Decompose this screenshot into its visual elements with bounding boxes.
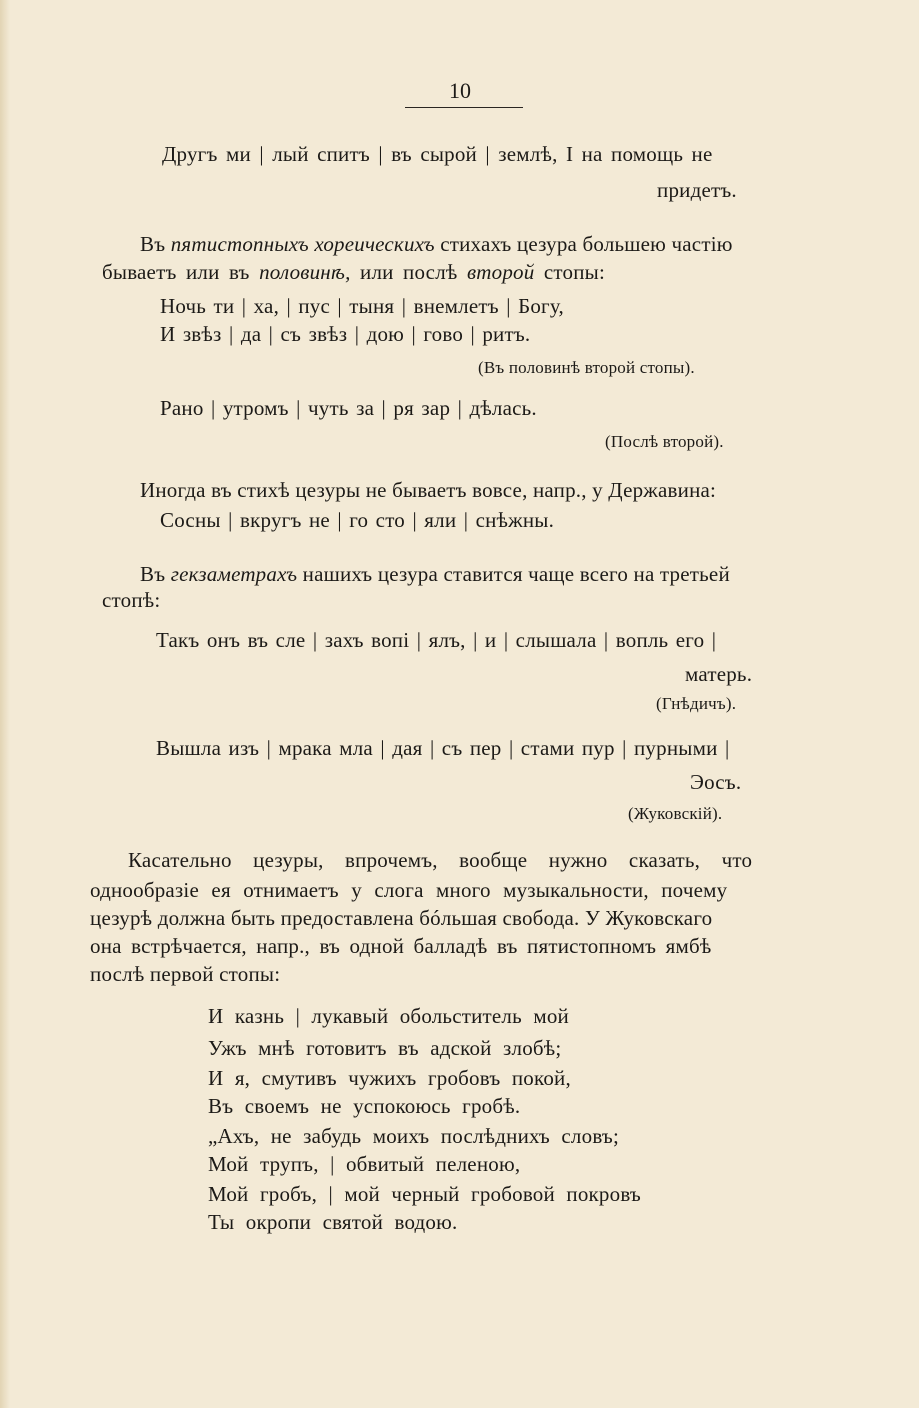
para3-line1: Въ гекзаметрахъ нашихъ цезура ставится чаще всего на третьей xyxy=(140,562,730,586)
verse1-line2: придетъ. xyxy=(657,178,737,202)
verse7-line4: Въ своемъ не успокоюсь гробѣ. xyxy=(208,1094,521,1118)
verse1-line1: Другъ ми | лый спитъ | въ сырой | землѣ, I на помощь не xyxy=(162,142,713,166)
verse7-line2: Ужъ мнѣ готовитъ въ адской злобѣ; xyxy=(208,1036,562,1060)
page-edge-shadow xyxy=(0,0,10,1408)
verse7-line6: Мой трупъ, | обвитый пеленою, xyxy=(208,1152,521,1176)
para1-line1: Въ пятистопныхъ хореическихъ стихахъ цезура большею частію xyxy=(140,232,733,256)
para4-line1: Касательно цезуры, впрочемъ, вообще нужно сказать, что xyxy=(128,848,753,872)
verse7-line3: И я, смутивъ чужихъ гробовъ покой, xyxy=(208,1066,571,1090)
verse2-attribution: (Въ половинѣ второй стопы). xyxy=(478,358,695,377)
header-rule xyxy=(405,107,523,108)
para3-line2: стопѣ: xyxy=(102,588,161,612)
verse6-line2: Эосъ. xyxy=(690,770,742,794)
verse2-line2: И звѣз | да | съ звѣз | дою | гово | ритъ. xyxy=(160,322,531,346)
page-number: 10 xyxy=(449,78,471,103)
verse4-line: Сосны | вкругъ не | го сто | яли | снѣжны. xyxy=(160,508,555,532)
verse5-line1: Такъ онъ въ сле | захъ вопі | ялъ, | и | слышала | вопль его | xyxy=(156,628,717,652)
para4-line2: однообразіе ея отнимаетъ у слога много музыкальности, почему xyxy=(90,878,728,902)
para2-line: Иногда въ стихѣ цезуры не бываетъ вовсе, напр., у Державина: xyxy=(140,478,717,502)
verse7-line8: Ты окропи святой водою. xyxy=(208,1210,458,1234)
para4-line4: она встрѣчается, напр., въ одной балладѣ въ пятистопномъ ямбѣ xyxy=(90,934,712,958)
verse3-line: Рано | утромъ | чуть за | ря зар | дѣлась. xyxy=(160,396,537,420)
para1-line2: бываетъ или въ половинѣ, или послѣ второй стопы: xyxy=(102,260,605,284)
verse7-line7: Мой гробъ, | мой черный гробовой покровъ xyxy=(208,1182,641,1206)
verse3-attribution: (Послѣ второй). xyxy=(605,432,724,451)
verse2-line1: Ночь ти | ха, | пус | тыня | внемлетъ | Богу, xyxy=(160,294,564,318)
verse6-attribution: (Жуковскій). xyxy=(628,804,723,823)
verse5-line2: матерь. xyxy=(685,662,753,686)
para4-line3: цезурѣ должна быть предоставлена бóльшая свобода. У Жуковскаго xyxy=(90,906,713,930)
verse7-line5: „Ахъ, не забудь моихъ послѣднихъ словъ; xyxy=(208,1124,620,1148)
verse5-attribution: (Гнѣдичъ). xyxy=(656,694,737,713)
para4-line5: послѣ первой стопы: xyxy=(90,962,281,986)
verse6-line1: Вышла изъ | мрака мла | дая | съ пер | стами пур | пурными | xyxy=(156,736,730,760)
verse7-line1: И казнь | лукавый обольститель мой xyxy=(208,1004,569,1028)
